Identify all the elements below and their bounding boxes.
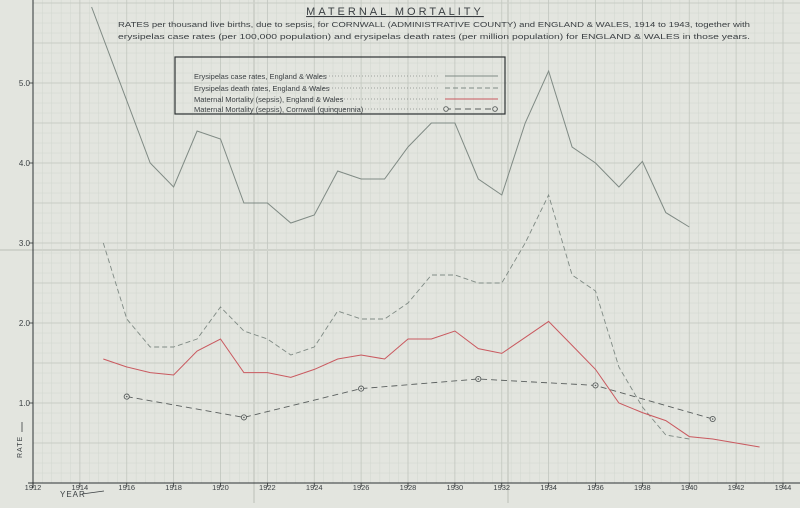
data-point-center-maternal-mortality-sepsis-cornwall-quinquennia xyxy=(478,378,480,380)
x-tick-label: 1928 xyxy=(399,483,417,492)
x-tick-label: 1918 xyxy=(165,483,182,492)
x-tick-label: 1916 xyxy=(118,483,136,492)
y-tick-label: 2.0 xyxy=(18,319,30,328)
x-tick-label: 1912 xyxy=(24,483,42,492)
x-tick-label: 1938 xyxy=(634,483,651,492)
x-tick-label: 1914 xyxy=(71,483,89,492)
legend-label-erysipelas-death: Erysipelas death rates, England & Wales xyxy=(194,84,330,93)
data-point-center-maternal-mortality-sepsis-cornwall-quinquennia xyxy=(243,417,245,419)
x-tick-label: 1942 xyxy=(727,483,745,492)
x-tick-label: 1920 xyxy=(212,483,229,492)
x-tick-label: 1934 xyxy=(540,483,557,492)
chart-subtitle-line-2: erysipelas case rates (per 100,000 population) and erysipelas death rates (per million population) for ENGLAND & WALES in those years. xyxy=(118,34,751,41)
x-tick-label: 1924 xyxy=(305,483,323,492)
data-point-center-maternal-mortality-sepsis-cornwall-quinquennia xyxy=(126,396,128,398)
chart-title: MATERNAL MORTALITY xyxy=(306,6,484,18)
x-tick-label: 1936 xyxy=(587,483,604,492)
chart-subtitle-line-1: RATES per thousand live births, due to sepsis, for CORNWALL (ADMINISTRATIVE COUNTY) and ENGLAND & WALES, 1914 to 1943, together with xyxy=(118,22,751,29)
legend-swatch-marker xyxy=(493,107,498,112)
legend-swatch-marker xyxy=(444,107,449,112)
x-tick-label: 1926 xyxy=(352,483,370,492)
data-point-center-maternal-mortality-sepsis-cornwall-quinquennia xyxy=(595,385,597,387)
x-tick-label: 1940 xyxy=(680,483,698,492)
x-tick-label: 1932 xyxy=(493,483,511,492)
x-axis-label: YEAR xyxy=(60,490,86,499)
legend-label-erysipelas-case: Erysipelas case rates, England & Wales xyxy=(194,72,327,81)
x-tick-label: 1944 xyxy=(774,483,792,492)
y-tick-label: 3.0 xyxy=(18,239,30,248)
x-tick-label: 1930 xyxy=(446,483,464,492)
data-point-center-maternal-mortality-sepsis-cornwall-quinquennia xyxy=(712,418,714,420)
x-tick-label: 1922 xyxy=(259,483,276,492)
legend-label-maternal-ew: Maternal Mortality (sepsis), England & Wales xyxy=(194,95,344,104)
y-axis-label: RATE xyxy=(17,435,24,458)
legend-label-maternal-cornwall: Maternal Mortality (sepsis), Cornwall (quinquennia) xyxy=(194,105,364,114)
data-point-center-maternal-mortality-sepsis-cornwall-quinquennia xyxy=(360,388,362,390)
y-tick-label: 4.0 xyxy=(18,159,30,168)
y-tick-label: 1.0 xyxy=(18,399,30,408)
y-tick-label: 5.0 xyxy=(18,79,30,88)
